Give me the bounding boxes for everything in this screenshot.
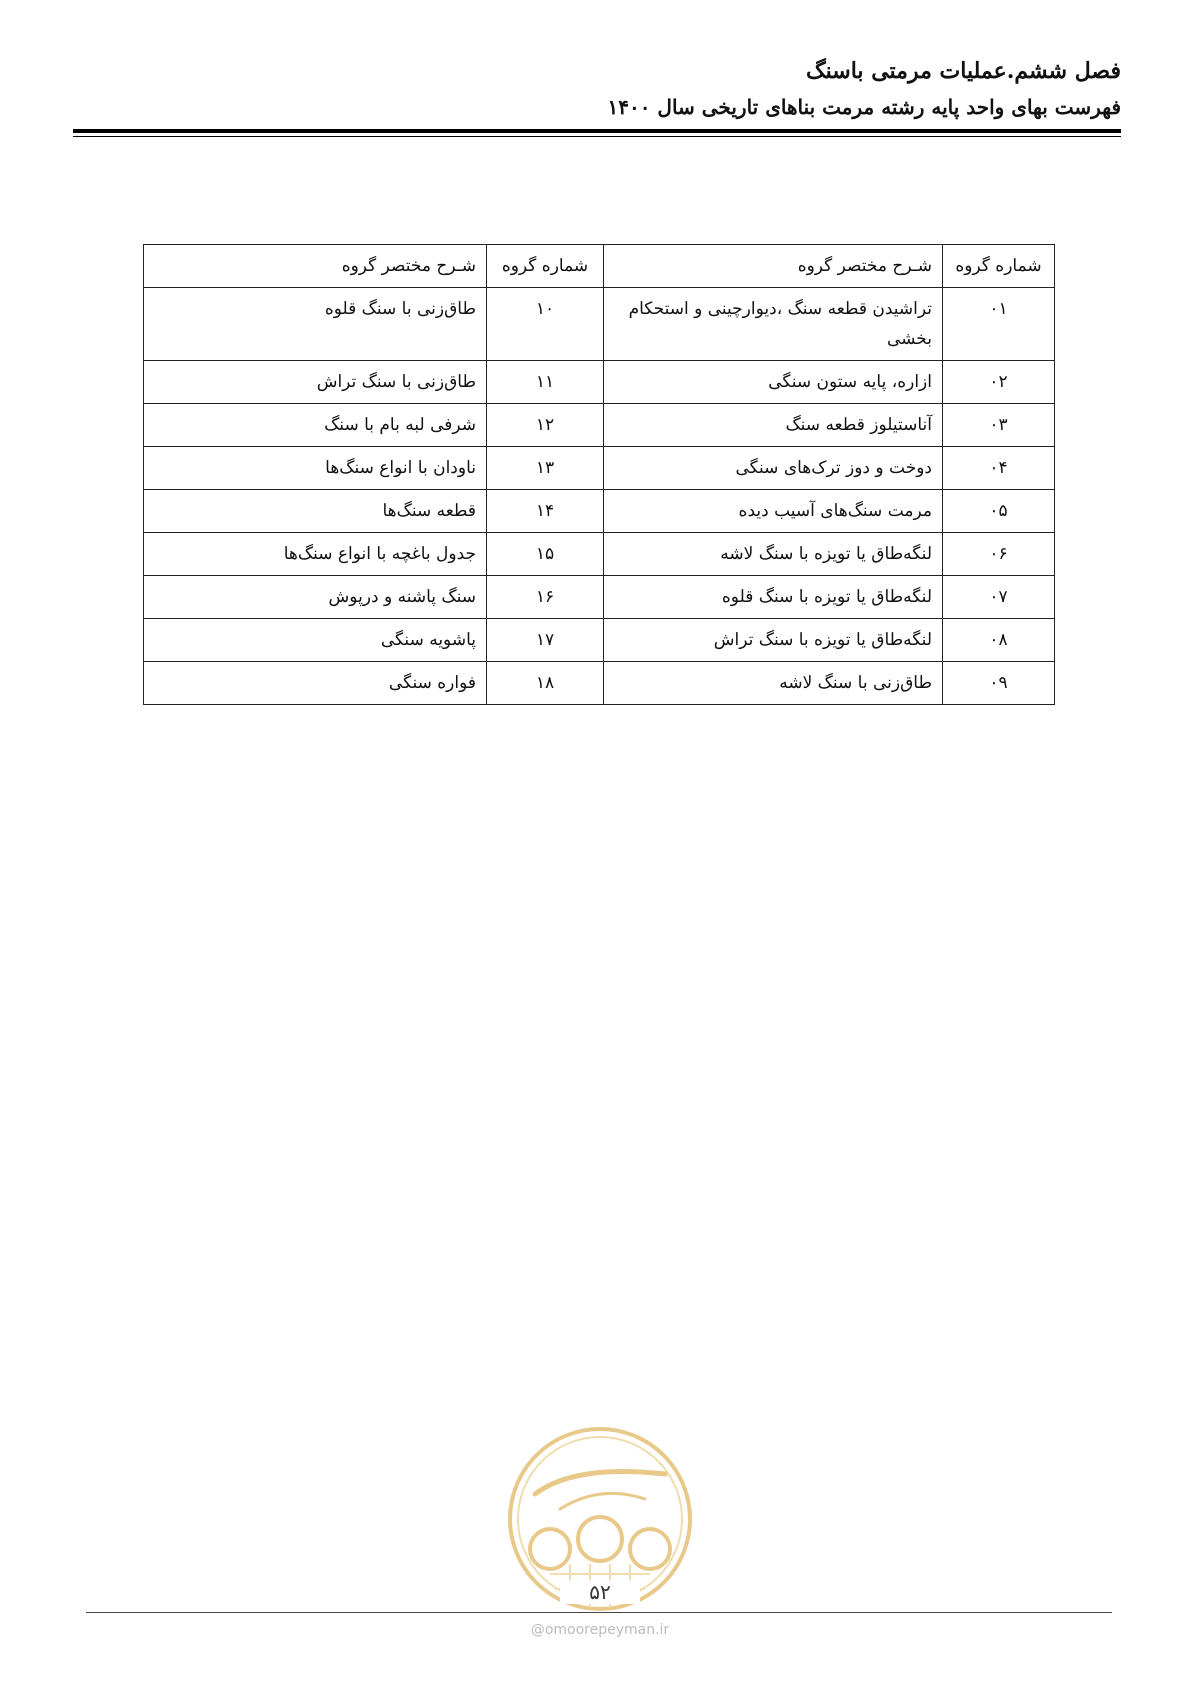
- group-number-cell: ۰۲: [943, 361, 1055, 404]
- group-description-cell: دوخت و دوز ترک‌های سنگی: [604, 447, 943, 490]
- group-number-cell: ۱۰: [487, 288, 604, 361]
- group-number-cell: ۱۶: [487, 576, 604, 619]
- group-description-cell: لنگه‌طاق یا تویزه با سنگ تراش: [604, 619, 943, 662]
- table-row: [144, 533, 1055, 576]
- seal-script-stroke: [535, 1472, 665, 1495]
- group-number-cell: ۰۴: [943, 447, 1055, 490]
- seal-gears-icon: [530, 1517, 670, 1569]
- table-row: [144, 404, 1055, 447]
- table-row: [144, 662, 1055, 705]
- table-row: [144, 490, 1055, 533]
- group-description-cell: طاق‌زنی با سنگ لاشه: [604, 662, 943, 705]
- watermark-url: @omoorepeyman.ir: [530, 1622, 670, 1638]
- table-row: [144, 447, 1055, 490]
- group-number-cell: ۰۳: [943, 404, 1055, 447]
- group-description-cell: آناستیلوز قطعه سنگ: [604, 404, 943, 447]
- group-number-cell: ۱۲: [487, 404, 604, 447]
- footer-rule: [86, 1612, 1112, 1613]
- group-description-cell: ازاره، پایه ستون سنگی: [604, 361, 943, 404]
- group-number-cell: ۰۹: [943, 662, 1055, 705]
- table-row: [144, 576, 1055, 619]
- page-header: [71, 56, 1121, 122]
- table-row: [144, 288, 1055, 361]
- group-number-cell: ۰۸: [943, 619, 1055, 662]
- table-row: [144, 619, 1055, 662]
- group-description-cell: پاشویه سنگی: [144, 619, 487, 662]
- group-description-cell: ناودان با انواع سنگ‌ها: [144, 447, 487, 490]
- chapter-title: فصل ششم.عملیات مرمتی باسنگ: [805, 58, 1121, 84]
- group-description-cell: طاق‌زنی با سنگ قلوه: [144, 288, 487, 361]
- group-description-cell: طاق‌زنی با سنگ تراش: [144, 361, 487, 404]
- document-subtitle: فهرست بهای واحد پایه رشته مرمت بناهای تاریخی سال ۱۴۰۰: [607, 95, 1121, 119]
- group-number-cell: ۰۶: [943, 533, 1055, 576]
- group-number-cell: ۰۱: [943, 288, 1055, 361]
- group-description-cell: تراشیدن قطعه سنگ ،دیوارچینی و استحکام بخشی: [604, 288, 943, 361]
- group-description-cell: لنگه‌طاق یا تویزه با سنگ قلوه: [604, 576, 943, 619]
- header-group-number-2: شماره گروه: [487, 245, 604, 288]
- group-description-cell: مرمت سنگ‌های آسیب دیده: [604, 490, 943, 533]
- page-number: ۵۲: [560, 1580, 640, 1604]
- group-number-cell: ۱۸: [487, 662, 604, 705]
- group-description-cell: سنگ پاشنه و درپوش: [144, 576, 487, 619]
- group-table: [143, 244, 1055, 705]
- group-number-cell: ۰۵: [943, 490, 1055, 533]
- group-number-cell: ۰۷: [943, 576, 1055, 619]
- header-rule-thick: [73, 129, 1121, 133]
- table-header-row: [144, 245, 1055, 288]
- header-rule-thin: [73, 136, 1121, 137]
- header-group-number-1: شماره گروه: [943, 245, 1055, 288]
- group-number-cell: ۱۵: [487, 533, 604, 576]
- group-description-cell: جدول باغچه با انواع سنگ‌ها: [144, 533, 487, 576]
- seal-script-stroke: [560, 1493, 645, 1509]
- header-description-2: شـرح مختصر گروه: [144, 245, 487, 288]
- group-number-cell: ۱۱: [487, 361, 604, 404]
- group-description-cell: شرفی لبه بام با سنگ: [144, 404, 487, 447]
- group-description-cell: قطعه سنگ‌ها: [144, 490, 487, 533]
- group-description-cell: فواره سنگی: [144, 662, 487, 705]
- table-row: [144, 361, 1055, 404]
- group-number-cell: ۱۷: [487, 619, 604, 662]
- group-number-cell: ۱۴: [487, 490, 604, 533]
- group-number-cell: ۱۳: [487, 447, 604, 490]
- group-description-cell: لنگه‌طاق یا تویزه با سنگ لاشه: [604, 533, 943, 576]
- header-description-1: شـرح مختصر گروه: [604, 245, 943, 288]
